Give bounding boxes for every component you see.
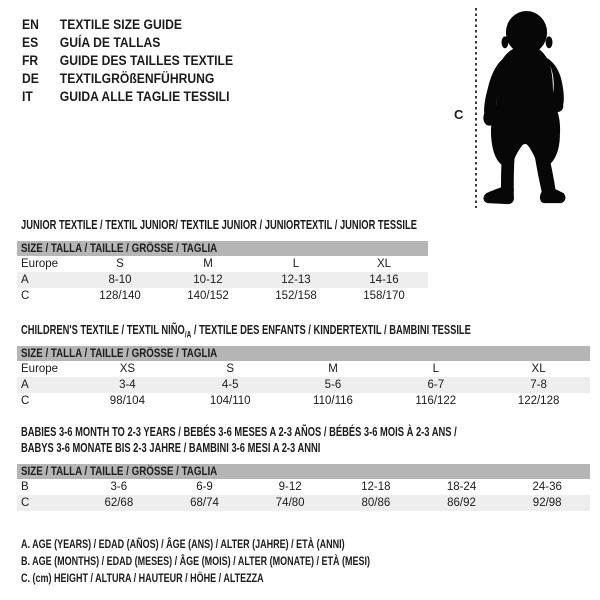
- table-cell: XS: [119, 363, 136, 375]
- table-row: [17, 495, 590, 511]
- language-label: GUIDE DES TAILLES TEXTILE: [59, 52, 234, 68]
- size-header-bar: [17, 346, 590, 361]
- junior-size-table: [17, 241, 428, 304]
- table-row: [17, 272, 428, 288]
- language-header: [22, 15, 233, 106]
- language-code: FR: [22, 52, 39, 68]
- table-row: [17, 393, 590, 409]
- table-cell: 86/92: [447, 497, 476, 509]
- table-cell: 68/74: [190, 497, 219, 509]
- table-cell: 6-9: [196, 481, 213, 493]
- language-label: TEXTILGRÖßENFÜHRUNG: [59, 71, 215, 87]
- table-cell: 62/68: [104, 497, 134, 509]
- table-row: [17, 377, 590, 393]
- table-cell: 4-5: [221, 379, 239, 391]
- size-header-label: SIZE / TALLA / TAILLE / GRÖSSE / TAGLIA: [21, 465, 218, 478]
- babies-title-line2: BABYS 3-6 MONATE BIS 2-3 JAHRE / BAMBINI 3-6 MESI A 2-3 ANNI: [21, 440, 321, 456]
- table-cell: 110/116: [313, 395, 353, 407]
- table-cell: 6-7: [427, 379, 445, 391]
- children-title-sub: /A: [184, 329, 192, 340]
- legend-note-a: A. AGE (YEARS) / EDAD (AÑOS) / ÂGE (ANS) / ALTER (JAHRE) / ETÀ (ANNI): [21, 536, 345, 551]
- table-cell: 152/158: [275, 290, 317, 302]
- size-header-label: SIZE / TALLA / TAILLE / GRÖSSE / TAGLIA: [21, 347, 218, 360]
- table-cell: M: [328, 363, 338, 375]
- babies-table-title: [21, 424, 457, 457]
- language-code: EN: [22, 16, 39, 32]
- table-cell: 18-24: [446, 481, 477, 493]
- language-row: [22, 88, 233, 106]
- table-row: [17, 256, 428, 272]
- table-cell: 128/140: [99, 290, 141, 302]
- table-cell: 5-6: [324, 379, 342, 391]
- table-cell: 3-4: [119, 379, 136, 391]
- table-cell: L: [292, 258, 300, 270]
- language-row: [22, 33, 233, 51]
- language-code: IT: [22, 89, 33, 105]
- row-label: C: [21, 395, 30, 407]
- table-cell: 74/80: [275, 497, 305, 509]
- row-label: Europe: [21, 258, 59, 270]
- row-label: A: [21, 274, 29, 286]
- language-row: [22, 15, 233, 33]
- table-cell: 104/110: [209, 395, 251, 407]
- row-label: A: [21, 379, 29, 391]
- junior-table-title: JUNIOR TEXTILE / TEXTIL JUNIOR/ TEXTILE JUNIOR / JUNIORTEXTIL / JUNIOR TESSILE: [21, 217, 417, 232]
- table-cell: 8-10: [108, 274, 132, 286]
- table-cell: 7-8: [530, 379, 547, 391]
- table-cell: 12-13: [281, 274, 311, 286]
- row-label: B: [21, 481, 29, 493]
- row-label: C: [21, 497, 30, 509]
- row-label: C: [21, 290, 30, 302]
- height-measure-label: C: [454, 107, 464, 122]
- language-row: [22, 70, 233, 88]
- children-table-title: [21, 322, 471, 343]
- table-row: [17, 288, 428, 304]
- table-cell: XL: [531, 363, 546, 375]
- table-cell: 80/86: [361, 497, 391, 509]
- table-cell: 122/128: [517, 395, 560, 407]
- table-cell: 92/98: [532, 497, 562, 509]
- table-cell: 12-18: [361, 481, 391, 493]
- table-cell: S: [116, 258, 124, 270]
- table-cell: 24-36: [532, 481, 562, 493]
- language-label: TEXTILE SIZE GUIDE: [59, 16, 182, 32]
- language-code: ES: [22, 34, 39, 50]
- children-title-part2: / TEXTILE DES ENFANTS / KINDERTEXTIL / BAMBINI TESSILE: [191, 322, 471, 337]
- toddler-silhouette-icon: [480, 8, 574, 209]
- size-header-bar: [17, 241, 428, 256]
- table-cell: 9-12: [278, 481, 302, 493]
- language-label: GUÍA DE TALLAS: [59, 34, 161, 50]
- babies-title-line1: BABIES 3-6 MONTH TO 2-3 YEARS / BEBÉS 3-6 MESES A 2-3 AÑOS / BÉBÉS 3-6 MOIS À 2-3 ANS /: [21, 424, 457, 439]
- height-dashed-line: [475, 8, 477, 208]
- legend-note-b: B. AGE (MONTHS) / EDAD (MESES) / ÂGE (MOIS) / ALTER (MONATE) / ETÀ (MESI): [21, 553, 370, 568]
- height-figure: [452, 6, 578, 212]
- language-row: [22, 51, 233, 69]
- language-code: DE: [22, 71, 39, 87]
- table-cell: XL: [376, 258, 392, 270]
- babies-size-table: [17, 464, 590, 511]
- language-label: GUIDA ALLE TAGLIE TESSILI: [59, 89, 230, 105]
- table-cell: 116/122: [415, 395, 457, 407]
- row-label: Europe: [21, 363, 59, 375]
- table-row: [17, 361, 590, 377]
- legend-notes: [21, 535, 370, 587]
- table-cell: 98/104: [109, 395, 145, 407]
- children-size-table: [17, 346, 590, 409]
- table-cell: S: [226, 363, 235, 375]
- size-header-bar: [17, 464, 590, 479]
- table-cell: L: [432, 363, 439, 375]
- table-row: [17, 479, 590, 495]
- size-header-label: SIZE / TALLA / TAILLE / GRÖSSE / TAGLIA: [21, 242, 218, 255]
- table-cell: 140/152: [187, 290, 229, 302]
- table-cell: 10-12: [193, 274, 223, 286]
- table-cell: 3-6: [110, 481, 128, 493]
- table-cell: M: [203, 258, 213, 270]
- children-title-part1: CHILDREN'S TEXTILE / TEXTIL NIÑO: [21, 322, 185, 337]
- table-cell: 158/170: [363, 290, 405, 302]
- table-cell: 14-16: [369, 274, 399, 286]
- legend-note-c: C. (cm) HEIGHT / ALTURA / HAUTEUR / HÖHE / ALTEZZA: [21, 571, 264, 586]
